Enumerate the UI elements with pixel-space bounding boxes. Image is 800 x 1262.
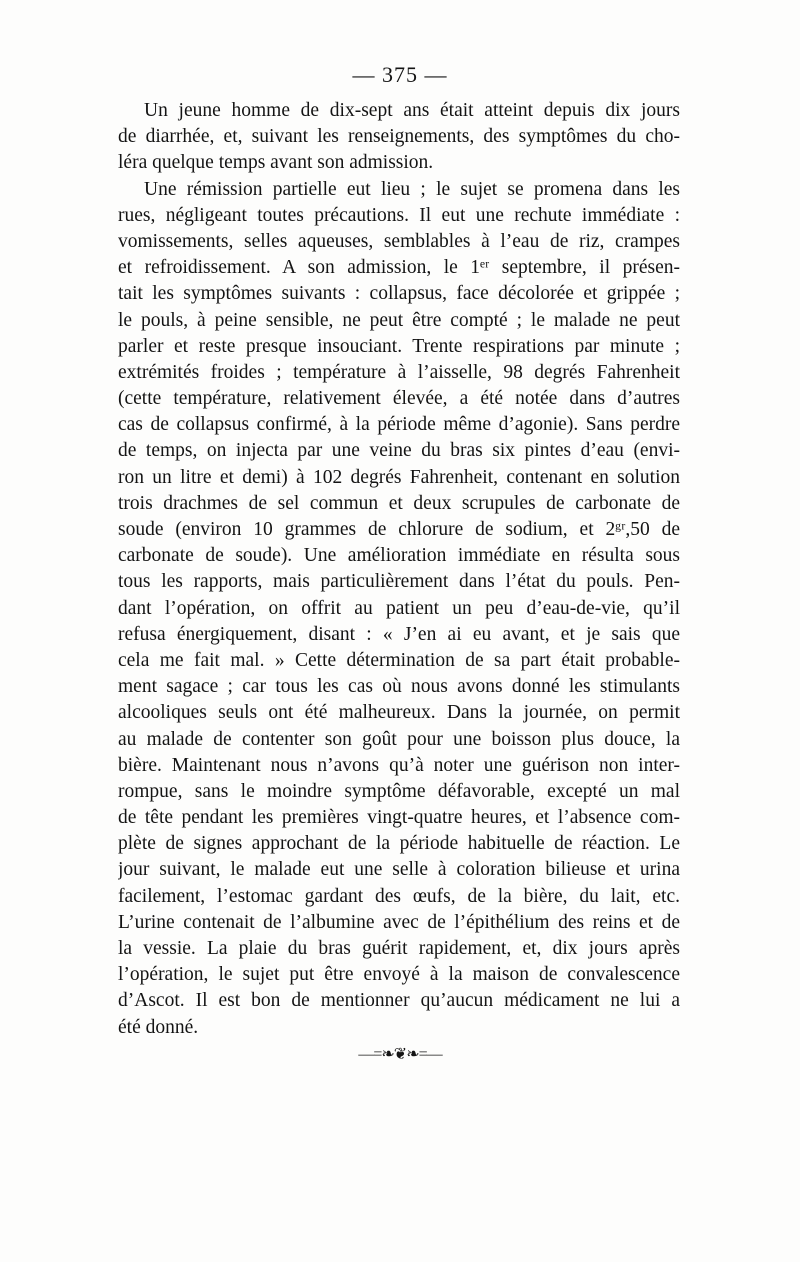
text-line: vomissements, selles aqueuses, semblables à l’eau de riz, crampes bbox=[118, 230, 680, 252]
text-line: extrémités froides ; température à l’aisselle, 98 degrés Fahrenheit bbox=[118, 361, 680, 383]
end-ornament: —=❧❦❧=— bbox=[358, 1046, 442, 1063]
text-line: refusa énergiquement, disant : « J’en ai eu avant, et je sais que bbox=[118, 623, 680, 645]
text-line: la vessie. La plaie du bras guérit rapidement, et, dix jours après bbox=[118, 938, 680, 959]
text-line: rompue, sans le moindre symptôme défavorable, excepté un mal bbox=[118, 780, 680, 802]
text-line: cela me fait mal. » Cette détermination de sa part était probable- bbox=[118, 649, 680, 671]
text-line: été donné. bbox=[118, 1016, 199, 1038]
text-line: Une rémission partielle eut lieu ; le sujet se promena dans les bbox=[144, 178, 680, 200]
text-line: bière. Maintenant nous n’avons qu’à noter une guérison non inter- bbox=[118, 754, 680, 776]
text-line: le pouls, à peine sensible, ne peut être compté ; le malade ne peut bbox=[118, 309, 680, 331]
text-line: plète de signes approchant de la période habituelle de réaction. Le bbox=[118, 833, 680, 855]
text-line: ron un litre et demi) à 102 degrés Fahrenheit, contenant en solution bbox=[118, 466, 680, 488]
text-line: parler et reste presque insouciant. Trente respirations par minute ; bbox=[118, 335, 680, 357]
text-line: d’Ascot. Il est bon de mentionner qu’aucun médicament ne lui a bbox=[118, 990, 680, 1012]
text-line: jour suivant, le malade eut une selle à coloration bilieuse et urina bbox=[118, 859, 680, 881]
text-line: (cette température, relativement élevée, a été notée dans d’autres bbox=[118, 388, 680, 410]
text-line: de tête pendant les premières vingt-quatre heures, et l’absence com- bbox=[118, 807, 680, 829]
text-line: dant l’opération, on offrit au patient un peu d’eau-de-vie, qu’il bbox=[118, 597, 680, 619]
text-line: cas de collapsus confirmé, à la période même d’agonie). Sans perdre bbox=[118, 414, 680, 436]
text-line: et refroidissement. A son admission, le 1ᵉʳ septembre, il présen- bbox=[118, 257, 680, 279]
text-line: de temps, on injecta par une veine du bras six pintes d’eau (envi- bbox=[118, 440, 680, 462]
text-line: carbonate de soude). Une amélioration immédiate en résulta sous bbox=[118, 545, 680, 567]
text-line: soude (environ 10 grammes de chlorure de sodium, et 2ᵍʳ,50 de bbox=[118, 519, 680, 540]
text-line: rues, négligeant toutes précautions. Il eut une rechute immédiate : bbox=[118, 204, 680, 226]
text-line: trois drachmes de sel commun et deux scrupules de carbonate de bbox=[118, 492, 680, 514]
text-line: l’opération, le sujet put être envoyé à la maison de convalescence bbox=[118, 964, 680, 986]
text-line: facilement, l’estomac gardant des œufs, de la bière, du lait, etc. bbox=[118, 885, 680, 907]
text-line: léra quelque temps avant son admission. bbox=[118, 152, 434, 174]
text-line: L’urine contenait de l’albumine avec de l’épithélium des reins et de bbox=[118, 911, 680, 933]
body-text bbox=[118, 98, 680, 1041]
text-line: alcooliques seuls ont été malheureux. Dans la journée, on permit bbox=[118, 702, 680, 724]
text-line: tait les symptômes suivants : collapsus, face décolorée et grippée ; bbox=[118, 283, 680, 305]
text-line: Un jeune homme de dix-sept ans était atteint depuis dix jours bbox=[144, 100, 680, 121]
text-line: au malade de contenter son goût pour une boisson plus douce, la bbox=[118, 728, 680, 750]
text-line: ment sagace ; car tous les cas où nous avons donné les stimulants bbox=[118, 676, 680, 698]
text-line: tous les rapports, mais particulièrement dans l’état du pouls. Pen- bbox=[118, 571, 680, 593]
text-line: de diarrhée, et, suivant les renseignements, des symptômes du cho- bbox=[118, 126, 680, 148]
page-number: — 375 — bbox=[352, 62, 448, 87]
